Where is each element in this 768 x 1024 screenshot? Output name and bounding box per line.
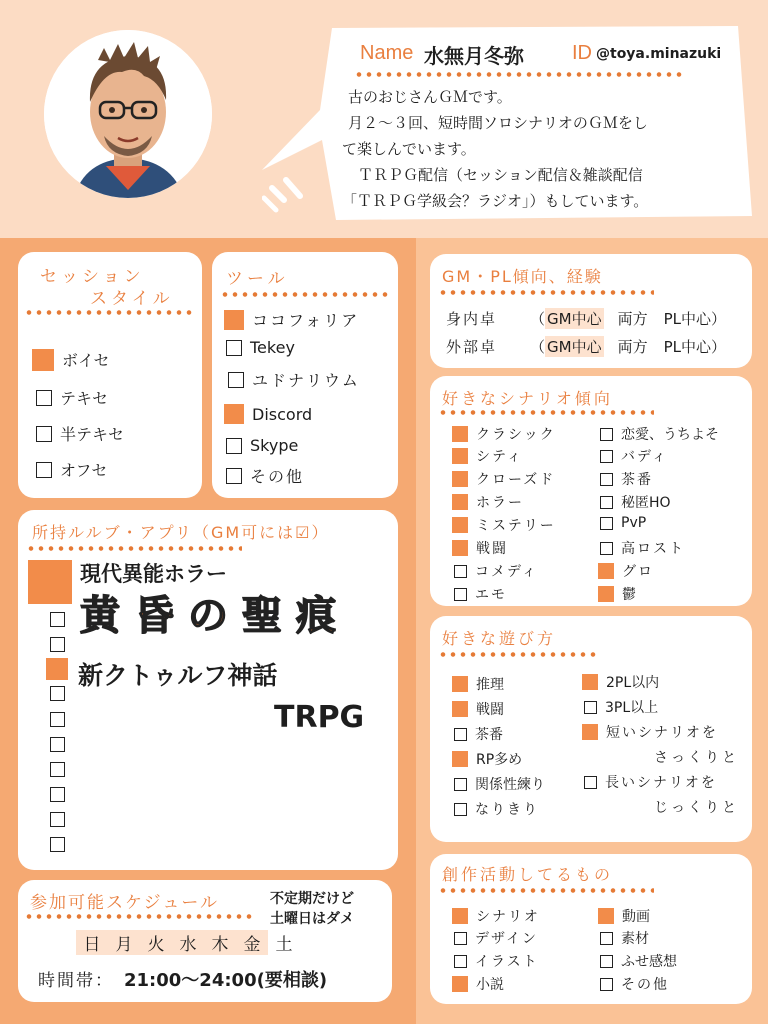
play-item[interactable]: なりきり [454,799,539,819]
tools-title: ツール [226,269,289,289]
rulebook-subtitle: 現代異能ホラー [80,562,227,586]
session-style-panel [18,252,202,498]
bio-line: ＴＲＰＧ配信（セッション配信＆雑談配信 [358,166,643,184]
checkbox[interactable] [228,372,244,388]
play-item[interactable]: 3PL以上 [584,697,658,717]
session-style-item[interactable]: テキセ [36,386,108,409]
checkbox-checked[interactable] [28,560,72,604]
checkbox-checked[interactable] [452,751,468,767]
session-style-divider [24,310,196,315]
checkbox[interactable] [454,803,467,816]
checkbox[interactable] [454,778,467,791]
schedule-divider [24,914,254,919]
play-item[interactable]: 関係性練り [454,774,545,794]
creative-item[interactable]: シナリオ [452,906,540,926]
play-item[interactable]: 推理 [452,674,504,694]
gm-pl-tendency-panel [430,254,752,368]
avatar [44,30,212,198]
scenario-item[interactable]: クラシック [452,424,556,444]
play-item[interactable]: 短いシナリオを [582,722,718,742]
play-item[interactable]: RP多め [452,749,522,769]
id-label: ID [572,42,592,64]
scenario-item[interactable]: シティ [452,446,523,466]
checkbox[interactable] [600,473,613,486]
play-style-panel [430,616,752,842]
scenario-item[interactable]: バディ [600,446,668,466]
paren-open: （ [530,310,546,328]
schedule-days [76,930,300,955]
play-item[interactable]: 茶番 [454,724,503,744]
bio-line: 月２～３回、短時間ソロシナリオのＧＭをし [348,114,648,132]
scenario-item[interactable]: 秘匿HO [600,492,671,512]
checkbox[interactable] [226,468,242,484]
tools-item[interactable]: ユドナリウム [228,368,360,391]
checkbox[interactable] [600,496,613,509]
checkbox-checked[interactable] [224,404,244,424]
checkbox[interactable] [600,955,613,968]
checkbox[interactable] [600,428,613,441]
checkbox[interactable] [454,565,467,578]
profile-id: @toya.minazuki [596,46,722,62]
checkbox[interactable] [600,517,613,530]
checkbox[interactable] [454,932,467,945]
tools-item[interactable]: Skype [226,436,298,455]
checkbox[interactable] [226,340,242,356]
checkbox-checked[interactable] [224,310,244,330]
scenario-item[interactable]: 戦闘 [452,538,508,558]
option-both[interactable]: 両方 [617,310,648,328]
checkbox-checked[interactable] [598,586,614,602]
checkbox-checked[interactable] [452,908,468,924]
session-style-title-line2: スタイル [90,289,174,309]
scenario-item[interactable]: ホラー [452,492,524,512]
paren-close: ） [711,310,727,328]
option-gm-main[interactable]: GM中心 [547,310,602,328]
avatar-illustration [44,30,212,198]
scenario-item[interactable]: コメディ [454,561,538,581]
checkbox[interactable] [50,686,65,701]
rulebooks-divider [26,546,242,551]
checkbox[interactable] [50,637,65,652]
tendency-row-label: 身内卓 [446,310,498,328]
checkbox[interactable] [600,978,613,991]
checkbox-checked[interactable] [452,448,468,464]
scenario-item[interactable]: クローズド [452,469,555,489]
checkbox[interactable] [600,542,613,555]
rulebook-trpg: TRPG [274,700,365,735]
creative-item[interactable]: 小説 [452,974,504,994]
day-wednesday[interactable]: 水 [172,930,204,955]
paren-close: ） [711,338,727,356]
rulebooks-panel [18,510,398,870]
scenario-title: 好きなシナリオ傾向 [442,389,613,408]
checkbox[interactable] [50,812,65,827]
checkbox[interactable] [50,762,65,777]
time-label: 時間帯： [38,971,114,991]
session-style-item[interactable]: 半テキセ [36,422,124,445]
tools-panel [212,252,398,498]
play-item[interactable]: 戦闘 [452,699,504,719]
checkbox-checked[interactable] [582,724,598,740]
checkbox[interactable] [226,438,242,454]
play-item[interactable]: 2PL以内 [582,672,659,692]
rulebook-new-cthulhu: 新クトゥルフ神話 [78,661,278,690]
checkbox[interactable] [600,450,613,463]
checkbox[interactable] [50,712,65,727]
bio-line: て楽しんでいます。 [342,140,476,158]
bio-line: 「ＴＲＰＧ学級会？ラジオ」）もしています。 [342,192,649,210]
checkbox[interactable] [584,776,597,789]
checkbox[interactable] [50,837,65,852]
checkbox[interactable] [454,588,467,601]
tendency-row-insider [446,308,726,329]
schedule-panel [18,880,392,1002]
tendency-row-label: 外部卓 [446,338,498,356]
option-both[interactable]: 両方 [617,338,648,356]
checkbox-checked[interactable] [452,517,468,533]
scenario-divider [438,410,654,415]
checkbox[interactable] [36,390,52,406]
schedule-note-line1: 不定期だけど [270,891,354,907]
checkbox[interactable] [600,932,613,945]
checkbox[interactable] [50,787,65,802]
creative-divider [438,888,654,893]
time-value: 21:00～24:00(要相談) [124,970,328,991]
name-label: Name [360,42,414,64]
creative-panel [430,854,752,1004]
paren-open: （ [530,338,546,356]
creative-item[interactable]: デザイン [454,928,538,948]
checkbox-checked[interactable] [452,540,468,556]
scenario-item[interactable]: 鬱 [598,584,636,604]
profile-name: 水無月冬弥 [424,44,524,68]
schedule-note-line2: 土曜日はダメ [270,911,354,927]
creative-item[interactable]: 素材 [600,928,649,948]
tools-item[interactable]: ココフォリア [224,308,359,331]
checkbox-checked[interactable] [452,426,468,442]
checkbox-checked[interactable] [582,674,598,690]
day-sunday[interactable]: 日 [76,930,108,955]
checkbox[interactable] [584,701,597,714]
checkbox[interactable] [50,612,65,627]
creative-item[interactable]: ふせ感想 [600,951,677,971]
scenario-tendency-panel [430,376,752,606]
tools-divider [220,292,392,297]
checkbox[interactable] [454,728,467,741]
tendency-row-external [446,336,726,357]
creative-item[interactable]: イラスト [454,951,539,971]
scenario-item[interactable]: ミステリー [452,515,556,535]
play-divider [438,652,600,657]
option-pl-main[interactable]: PL中心 [663,310,712,328]
rulebooks-title: 所持ルルブ・アプリ（GM可には☑） [32,523,330,542]
session-style-item[interactable]: オフセ [36,458,107,481]
checkbox-checked[interactable] [452,494,468,510]
checkbox-checked[interactable] [32,349,54,371]
scenario-item[interactable]: 高ロスト [600,538,685,558]
day-thursday[interactable]: 木 [204,930,236,955]
play-item-continued: じっくりと [654,800,739,816]
checkbox-checked[interactable] [452,471,468,487]
session-style-item[interactable]: ボイセ [32,348,110,371]
checkbox[interactable] [454,955,467,968]
tools-item[interactable]: Discord [224,404,312,424]
checkbox-checked[interactable] [598,908,614,924]
option-gm-main[interactable]: GM中心 [547,338,602,356]
checkbox-checked[interactable] [452,701,468,717]
day-saturday[interactable]: 土 [275,935,293,955]
tools-item[interactable]: その他 [226,464,304,487]
checkbox-checked[interactable] [452,976,468,992]
tendency-divider [438,290,654,295]
name-dotted-divider [354,72,684,77]
play-item-continued: さっくりと [654,750,739,766]
checkbox-checked[interactable] [46,658,68,680]
scenario-item[interactable]: PvP [600,515,646,531]
scenario-item[interactable]: 茶番 [600,469,653,489]
day-tuesday[interactable]: 火 [140,930,172,955]
session-style-title-line1: セッション [40,267,145,287]
day-friday[interactable]: 金 [236,930,268,955]
day-monday[interactable]: 月 [108,930,140,955]
checkbox[interactable] [36,426,52,442]
profile-speech-bubble [262,20,754,224]
tendency-title: GM・PL傾向、経験 [442,267,603,286]
creative-item[interactable]: 動画 [598,906,650,926]
checkbox[interactable] [36,462,52,478]
option-pl-main[interactable]: PL中心 [663,338,712,356]
play-item[interactable]: 長いシナリオを [584,772,717,792]
play-title: 好きな遊び方 [442,629,557,648]
checkbox-checked[interactable] [598,563,614,579]
profile-bio [342,84,648,214]
schedule-title: 参加可能スケジュール [30,893,219,913]
scenario-item[interactable]: エモ [454,584,507,604]
checkbox-checked[interactable] [452,676,468,692]
creative-item[interactable]: その他 [600,974,669,994]
rulebook-twilight-stigma: 黄昏の聖痕 [80,593,350,639]
scenario-item[interactable]: 恋愛、うちよそ [600,424,719,444]
tools-item[interactable]: Tekey [226,338,295,357]
creative-title: 創作活動してるもの [442,865,614,884]
checkbox[interactable] [50,737,65,752]
scenario-item[interactable]: グロ [598,561,654,581]
bio-line: 古のおじさんＧＭです。 [348,88,512,106]
